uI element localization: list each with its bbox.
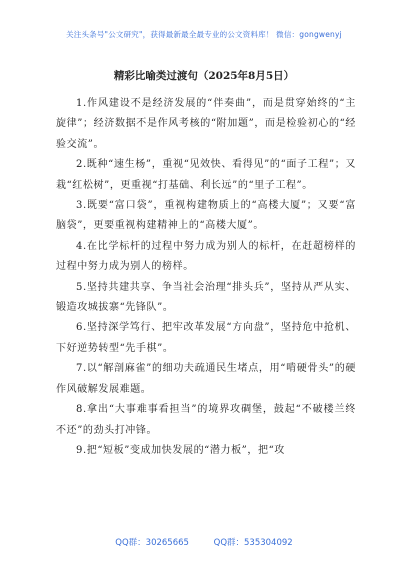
paragraph: 1.作风建设不是经济发展的“伴奏曲”，而是贯穿始终的“主旋律”；经济数据不是作风考核的“附加题”，而是检验初心的“经验交流”。 bbox=[56, 98, 356, 150]
paragraph: 2.既种“速生杨”，重视“见效快、看得见”的“面子工程”；又栽“红松树”，更重视“打基础、利长远”的“里子工程”。 bbox=[56, 159, 356, 191]
page-title: 精彩比喻类过渡句（2025年8月5日） bbox=[113, 70, 295, 82]
paragraph: 9.把“短板”变成加快发展的“潜力板”，把“攻 bbox=[76, 444, 285, 456]
paragraph: 3.既要“富口袋”，重视构建物质上的“高楼大厦”；又要“富脑袋”，更要重视构建精神上的“高楼大厦”。 bbox=[56, 200, 356, 232]
paragraph: 6.坚持深学笃行、把牢改革发展“方向盘”，坚持危中抢机、下好逆势转型“先手棋”。 bbox=[56, 322, 356, 354]
footer bbox=[0, 536, 408, 548]
paragraph: 8.拿出“大事难事看担当”的境界攻碉堡，鼓起“不破楼兰终不还”的劲头打冲锋。 bbox=[56, 404, 356, 436]
paragraph: 4.在比学标杆的过程中努力成为别人的标杆，在赶超榜样的过程中努力成为别人的榜样。 bbox=[56, 240, 356, 273]
paragraph: 7.以“解剖麻雀”的细功夫疏通民生堵点，用“啃硬骨头”的硬作风破解发展难题。 bbox=[56, 363, 356, 395]
header-notice: 关注头条号"公文研究"，获得最新最全最专业的公文资料库！ 微信：gongwenyj bbox=[66, 30, 342, 39]
paragraph: 5.坚持共建共享、争当社会治理“排头兵”，坚持从严从实、锻造攻城拔寨“先锋队”。 bbox=[56, 281, 356, 314]
document-body bbox=[56, 94, 356, 461]
footer-qq-group-1: QQ群：30265665 bbox=[115, 538, 189, 548]
footer-qq-group-2: QQ群：535304092 bbox=[213, 538, 293, 548]
